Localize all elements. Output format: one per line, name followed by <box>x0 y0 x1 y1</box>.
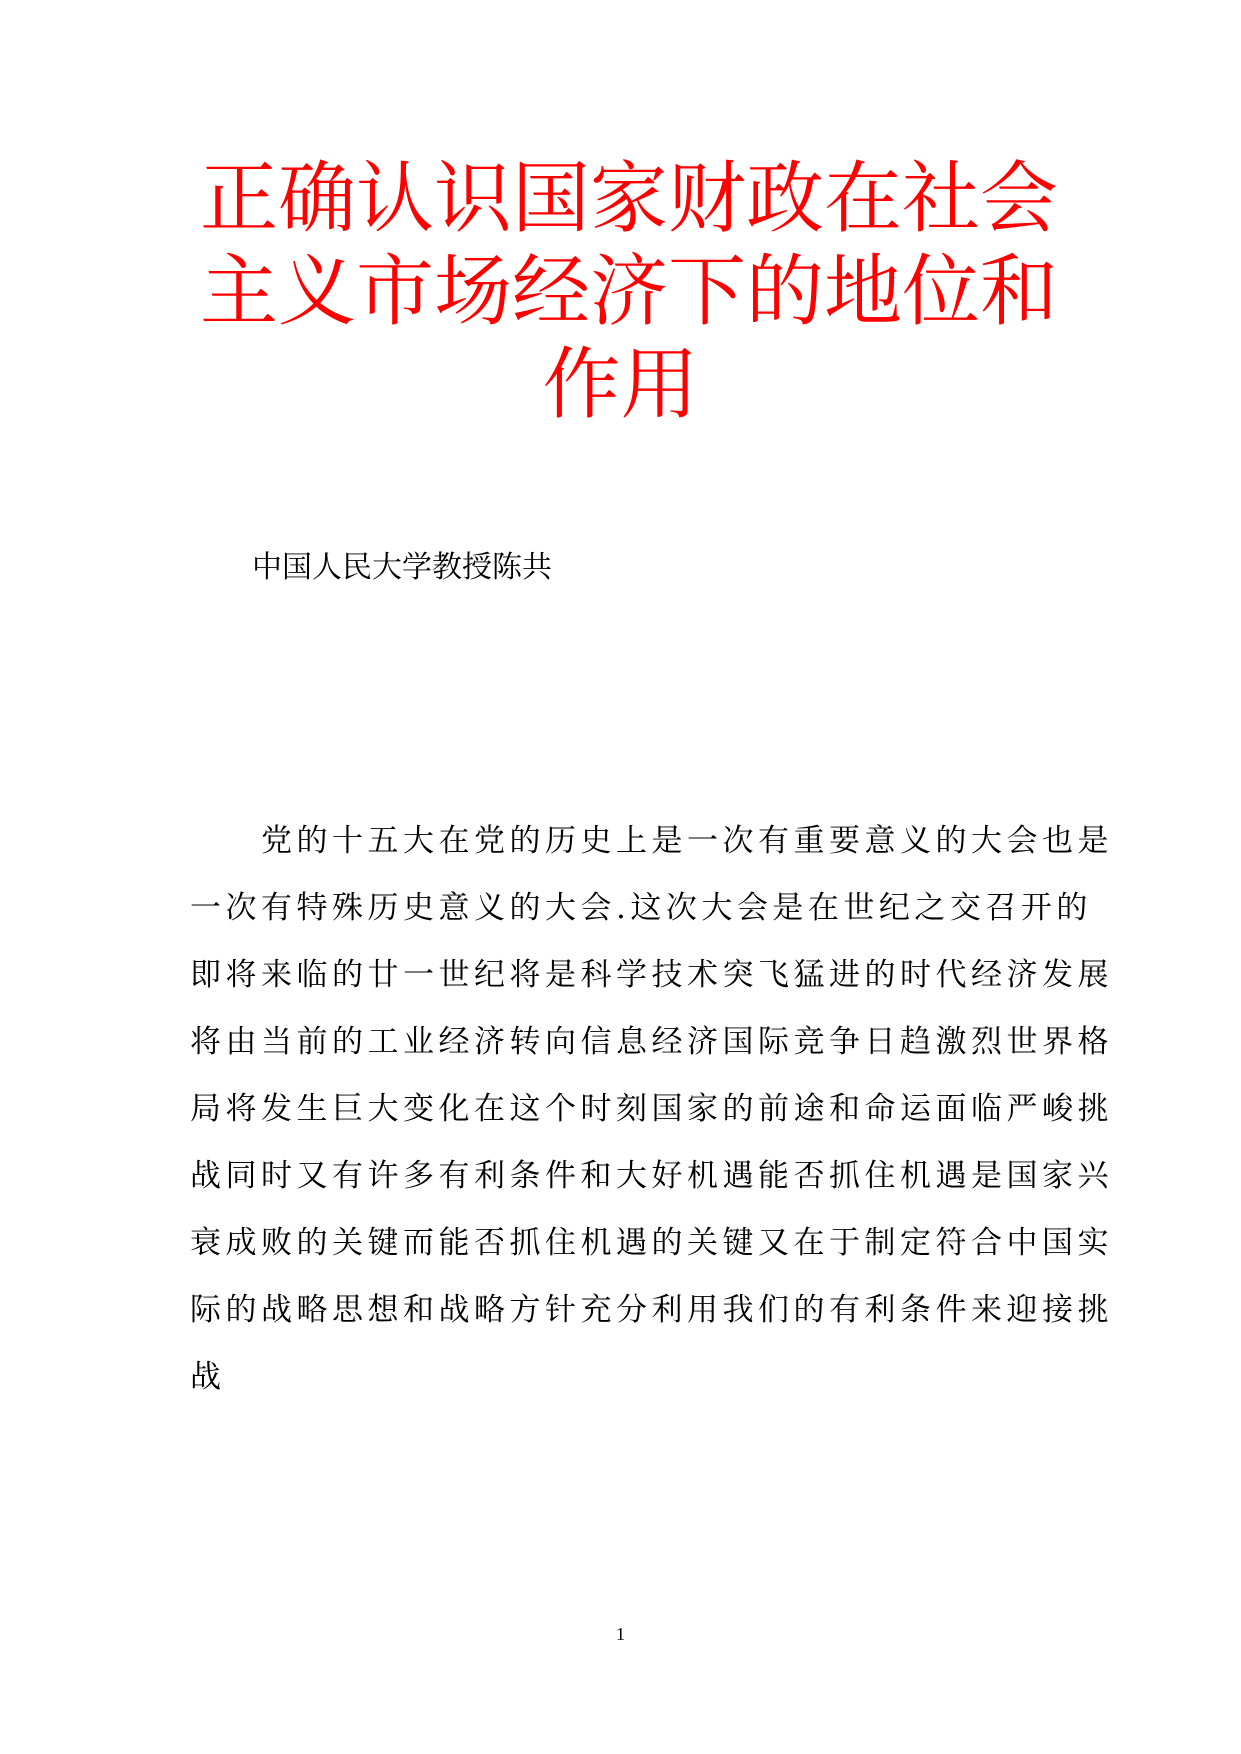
author-byline: 中国人民大学教授陈共 <box>252 550 552 585</box>
body-line: 一次有特殊历史意义的大会.这次大会是在世纪之交召开的 <box>190 890 1092 926</box>
body-line: 局将发生巨大变化在这个时刻国家的前途和命运面临严峻挑 <box>190 1091 1113 1127</box>
document-title <box>200 153 1059 432</box>
body-line: 即将来临的廿一世纪将是科学技术突飞猛进的时代经济发展 <box>190 957 1113 993</box>
body-line: 将由当前的工业经济转向信息经济国际竞争日趋激烈世界格 <box>190 1024 1113 1060</box>
body-line: 际的战略思想和战略方针充分利用我们的有利条件来迎接挑 <box>190 1292 1113 1328</box>
page-number: 1 <box>616 1624 625 1644</box>
body-line: 衰成败的关键而能否抓住机遇的关键又在于制定符合中国实 <box>190 1225 1113 1261</box>
body-line: 战 <box>190 1359 226 1395</box>
body-paragraph <box>190 808 1113 1411</box>
body-line: 战同时又有许多有利条件和大好机遇能否抓住机遇是国家兴 <box>190 1158 1113 1194</box>
title-line: 主义市场经济下的地位和 <box>200 247 1059 337</box>
body-line: 党的十五大在党的历史上是一次有重要意义的大会也是 <box>190 823 1113 859</box>
title-line: 作用 <box>542 340 699 430</box>
title-line: 正确认识国家财政在社会 <box>200 154 1059 244</box>
